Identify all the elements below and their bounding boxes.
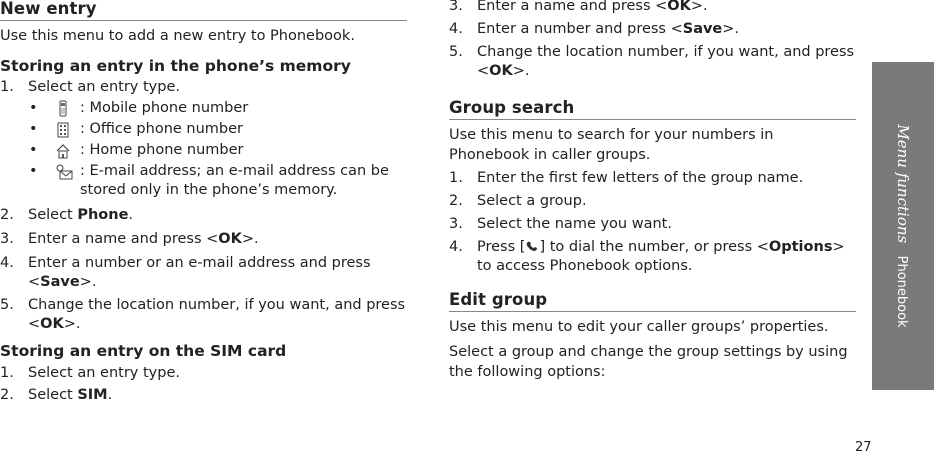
step-bold: OK: [218, 231, 242, 247]
bullet-text: : Mobile phone number: [80, 100, 249, 116]
step-text: > to access Phonebook options.: [477, 239, 845, 274]
step-text: Select a group.: [477, 193, 587, 209]
list-item: [0, 364, 407, 383]
list-item: [0, 206, 407, 225]
step-text: .: [107, 387, 113, 403]
step-bold: Save: [682, 21, 723, 37]
step-bold: Phone: [77, 207, 129, 223]
step-bold: OK: [40, 316, 64, 332]
bullet-text: : E-mail address; an e-mail address can be stored only in the phone’s memory.: [80, 163, 389, 198]
step-number: 3.: [449, 0, 463, 14]
step-text: Change the location number, if you want, and press <: [477, 44, 855, 79]
step-text: Enter a number or an e-mail address and press <: [28, 255, 371, 290]
step-text: ] to dial the number, or press <: [539, 239, 769, 255]
step-text: Change the location number, if you want, and press <: [28, 297, 406, 332]
edit-group-intro: Use this menu to edit your caller groups’ properties.: [449, 319, 829, 335]
step-number: 1.: [0, 79, 14, 95]
step-text: >.: [63, 316, 81, 332]
mobile-phone-icon: [52, 100, 74, 117]
bullet-office: [0, 120, 407, 139]
step-number: 5.: [0, 297, 14, 313]
step-text: Enter the first few letters of the group name.: [477, 170, 804, 186]
group-search-section: [449, 98, 856, 276]
step-text: Press [: [477, 239, 526, 255]
step-text: >.: [722, 21, 740, 37]
side-tab-label: [894, 124, 912, 327]
step-text: Select the name you want.: [477, 216, 672, 232]
step-text: >.: [79, 274, 97, 290]
bullet-text: : Office phone number: [80, 121, 244, 137]
sim-card-steps-cont: [449, 0, 856, 81]
phone-memory-section: [0, 57, 407, 334]
step-text: Enter a number and press <: [477, 21, 683, 37]
bullet-dot: •: [29, 142, 38, 158]
sim-card-section: [0, 342, 407, 405]
bullet-email: [0, 162, 407, 200]
section-title-new-entry: New entry: [0, 0, 407, 21]
office-phone-icon: [52, 121, 74, 138]
edit-group-body: Select a group and change the group settings by using the following options:: [449, 344, 848, 380]
list-item: [449, 215, 856, 234]
step-text: Select an entry type.: [28, 365, 180, 381]
new-entry-intro: Use this menu to add a new entry to Phonebook.: [0, 28, 355, 44]
step-bold: OK: [489, 63, 513, 79]
step-text: .: [128, 207, 134, 223]
step-number: 4.: [449, 21, 463, 37]
step-bold: OK: [667, 0, 691, 14]
page-number: 27: [855, 440, 872, 455]
list-item: [0, 78, 407, 97]
step-text: >.: [690, 0, 708, 14]
step-number: 1.: [0, 365, 14, 381]
list-item: [449, 169, 856, 188]
new-entry-section: [0, 0, 407, 46]
step-number: 4.: [0, 255, 14, 271]
list-item: [449, 43, 856, 81]
step-bold: SIM: [77, 387, 108, 403]
list-item: [0, 254, 407, 292]
list-item: [0, 386, 407, 405]
bullet-dot: •: [29, 121, 38, 137]
bullet-dot: •: [29, 163, 38, 179]
step-number: 2.: [0, 387, 14, 403]
bullet-text: : Home phone number: [80, 142, 244, 158]
side-tab-chapter: Menu functions: [894, 124, 912, 244]
step-number: 5.: [449, 44, 463, 60]
list-item: [449, 192, 856, 211]
step-text: >.: [241, 231, 259, 247]
step-text: Select: [28, 387, 78, 403]
side-tab-section: Phonebook: [894, 255, 909, 328]
section-title-group-search: Group search: [449, 98, 856, 120]
step-text: Select: [28, 207, 78, 223]
step-number: 2.: [449, 193, 463, 209]
step-number: 3.: [0, 231, 14, 247]
subheading-sim-card: Storing an entry on the SIM card: [0, 342, 287, 360]
step-bold: Options: [768, 239, 833, 255]
step-number: 3.: [449, 216, 463, 232]
list-item: [0, 296, 407, 334]
step-text: Select an entry type.: [28, 79, 180, 95]
step-text: Enter a name and press <: [477, 0, 668, 14]
list-item: [449, 0, 856, 16]
bullet-mobile: [0, 99, 407, 118]
call-key-icon: [525, 239, 539, 253]
email-icon: [52, 163, 74, 180]
section-title-edit-group: Edit group: [449, 290, 856, 312]
group-search-intro: Use this menu to search for your numbers in Phonebook in caller groups.: [449, 127, 774, 163]
step-number: 2.: [0, 207, 14, 223]
step-text: >.: [512, 63, 530, 79]
list-item: [449, 238, 856, 276]
step-text: Enter a name and press <: [28, 231, 219, 247]
subheading-phone-memory: Storing an entry in the phone’s memory: [0, 57, 351, 75]
list-item: [449, 20, 856, 39]
step-bold: Save: [40, 274, 80, 290]
bullet-dot: •: [29, 100, 38, 116]
list-item: [0, 230, 407, 249]
edit-group-section: [449, 290, 856, 382]
step-number: 1.: [449, 170, 463, 186]
home-icon: [52, 142, 74, 159]
bullet-home: [0, 141, 407, 160]
step-number: 4.: [449, 239, 463, 255]
